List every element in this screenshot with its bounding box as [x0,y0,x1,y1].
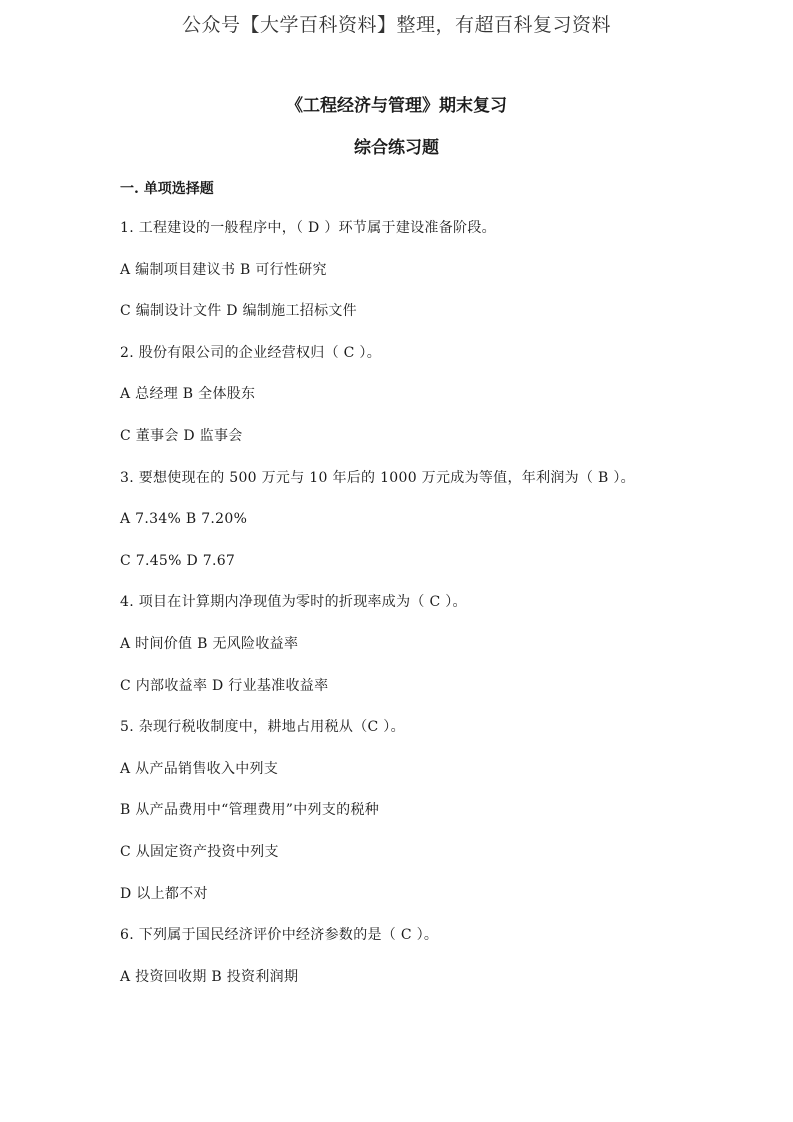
answer-option: C 从固定资产投资中列支 [120,843,279,860]
answer-option: D 以上都不对 [120,885,208,902]
answer-option: A 从产品销售收入中列支 [120,760,279,777]
answer-option: B 从产品费用中“管理费用”中列支的税种 [120,802,380,819]
answer-options: A 时间价值 B 无风险收益率 [120,635,299,652]
answer-options: C 7.45% D 7.67 [120,552,236,569]
answer-options: A 7.34% B 7.20% [120,511,248,528]
question-list [120,218,760,1008]
document-subtitle: 综合练习题 [354,138,439,158]
answer-options: C 董事会 D 监事会 [120,427,243,444]
question-text: 1. 工程建设的一般程序中，（ D ）环节属于建设准备阶段。 [120,220,496,236]
question-text: 6. 下列属于国民经济评价中经济参数的是（ C ）。 [120,927,439,944]
answer-options: A 编制项目建议书 B 可行性研究 [120,261,327,278]
question-text: 5. 杂现行税收制度中，耕地占用税从（C ）。 [120,719,405,736]
document-title: 《工程经济与管理》期末复习 [286,96,507,116]
answer-options: C 内部收益率 D 行业基准收益率 [120,677,329,694]
question-text: 2. 股份有限公司的企业经营权归（ C ）。 [120,344,382,361]
answer-options: A 投资回收期 B 投资利润期 [120,968,299,985]
answer-options: A 总经理 B 全体股东 [120,386,256,403]
question-text: 3. 要想使现在的 500 万元与 10 年后的 1000 万元成为等值，年利润为（ B ）。 [120,469,635,486]
section-heading: 一. 单项选择题 [120,181,214,197]
question-text: 4. 项目在计算期内净现值为零时的折现率成为（ C ）。 [120,594,467,611]
watermark-header: 公众号【大学百科资料】整理，有超百科复习资料 [181,14,611,36]
answer-options: C 编制设计文件 D 编制施工招标文件 [120,303,357,320]
